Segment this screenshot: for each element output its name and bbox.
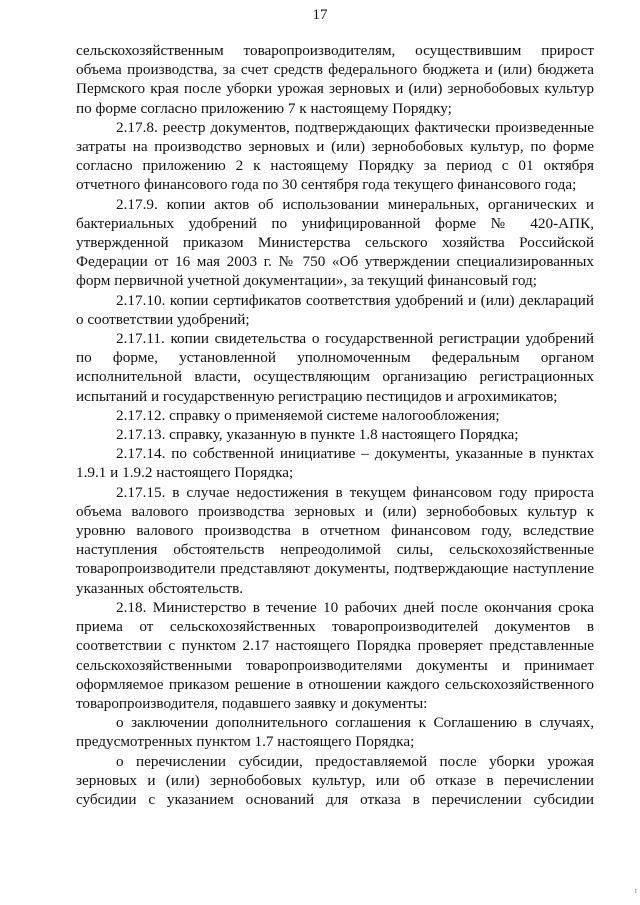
paragraph-subsidy: о перечислении субсидии, предоставляемой после уборки урожая зерновых и (или) зернобобовых культур, или об отказе в перечислении субсидии с указанием оснований для отказа в перечислении субсидии xyxy=(76,752,594,808)
paragraph-2-18: 2.18. Министерство в течение 10 рабочих дней после окончания срока приема от сельскохозяйственных товаропроизводителей документов в соответствии с пунктом 2.17 настоящего Порядка проверяет представленные сельскохозяйственными товаропроизводителями документы и принимает оформляемое приказом решение в отношении каждого сельскохозяйственного товаропроизводителя, подавшего заявку и документы: xyxy=(76,598,594,712)
edge-mark: ı xyxy=(634,886,637,895)
paragraph-continuation: сельскохозяйственным товаропроизводителям, осуществившим прирост объема производства, за счет средств федерального бюджета и (или) бюджета Пермского края после уборки урожая зерновых и (или) зернобобовых культур по форме согласно приложению 7 к настоящему Порядку; xyxy=(76,42,594,117)
page-number: 17 xyxy=(312,7,328,23)
paragraph-2-17-13: 2.17.13. справку, указанную в пункте 1.8 настоящего Порядка; xyxy=(116,426,519,444)
paragraph-2-17-14: 2.17.14. по собственной инициативе – документы, указанные в пунктах 1.9.1 и 1.9.2 настоящего Порядка; xyxy=(76,445,594,482)
paragraph-2-17-8: 2.17.8. реестр документов, подтверждающих фактически произведенные затраты на производство зерновых и (или) зернобобовых культур, по форме согласно приложению 2 к настоящему Порядку за период с 01 октября отчетного финансового года по 30 сентября года текущего финансового года; xyxy=(76,118,594,194)
paragraph-2-17-10: 2.17.10. копии сертификатов соответствия удобрений и (или) деклараций о соответствии удобрений; xyxy=(76,291,594,328)
paragraph-2-17-12: 2.17.12. справку о применяемой системе налогообложения; xyxy=(116,406,500,424)
paragraph-2-17-11: 2.17.11. копии свидетельства о государственной регистрации удобрений по форме, установленной уполномоченным федеральным органом исполнительной власти, осуществляющим организацию регистрационных испытаний и государственную регистрацию пестицидов и агрохимикатов; xyxy=(76,330,594,405)
paragraph-2-17-9: 2.17.9. копии актов об использовании минеральных, органических и бактериальных удобрений по унифицированной форме № 420-АПК, утвержденной приказом Министерства сельского хозяйства Российской Федерации от 16 мая 2003 г. № 750 «Об утверждении специализированных форм первичной учетной документации», за текущий финансовый год; xyxy=(76,195,594,290)
paragraph-2-17-15: 2.17.15. в случае недостижения в текущем финансовом году прироста объема валового производства зерновых и (или) зернобобовых культур к уровню валового производства в отчетном финансовом году, вследствие наступления обстоятельств непреодолимой силы, сельскохозяйственные товаропроизводители представляют документы, подтверждающие наступление указанных обстоятельств. xyxy=(76,483,594,597)
document-body xyxy=(76,41,594,809)
paragraph-agreement: о заключении дополнительного соглашения к Соглашению в случаях, предусмотренных пунктом 1.7 настоящего Порядка; xyxy=(76,714,594,751)
